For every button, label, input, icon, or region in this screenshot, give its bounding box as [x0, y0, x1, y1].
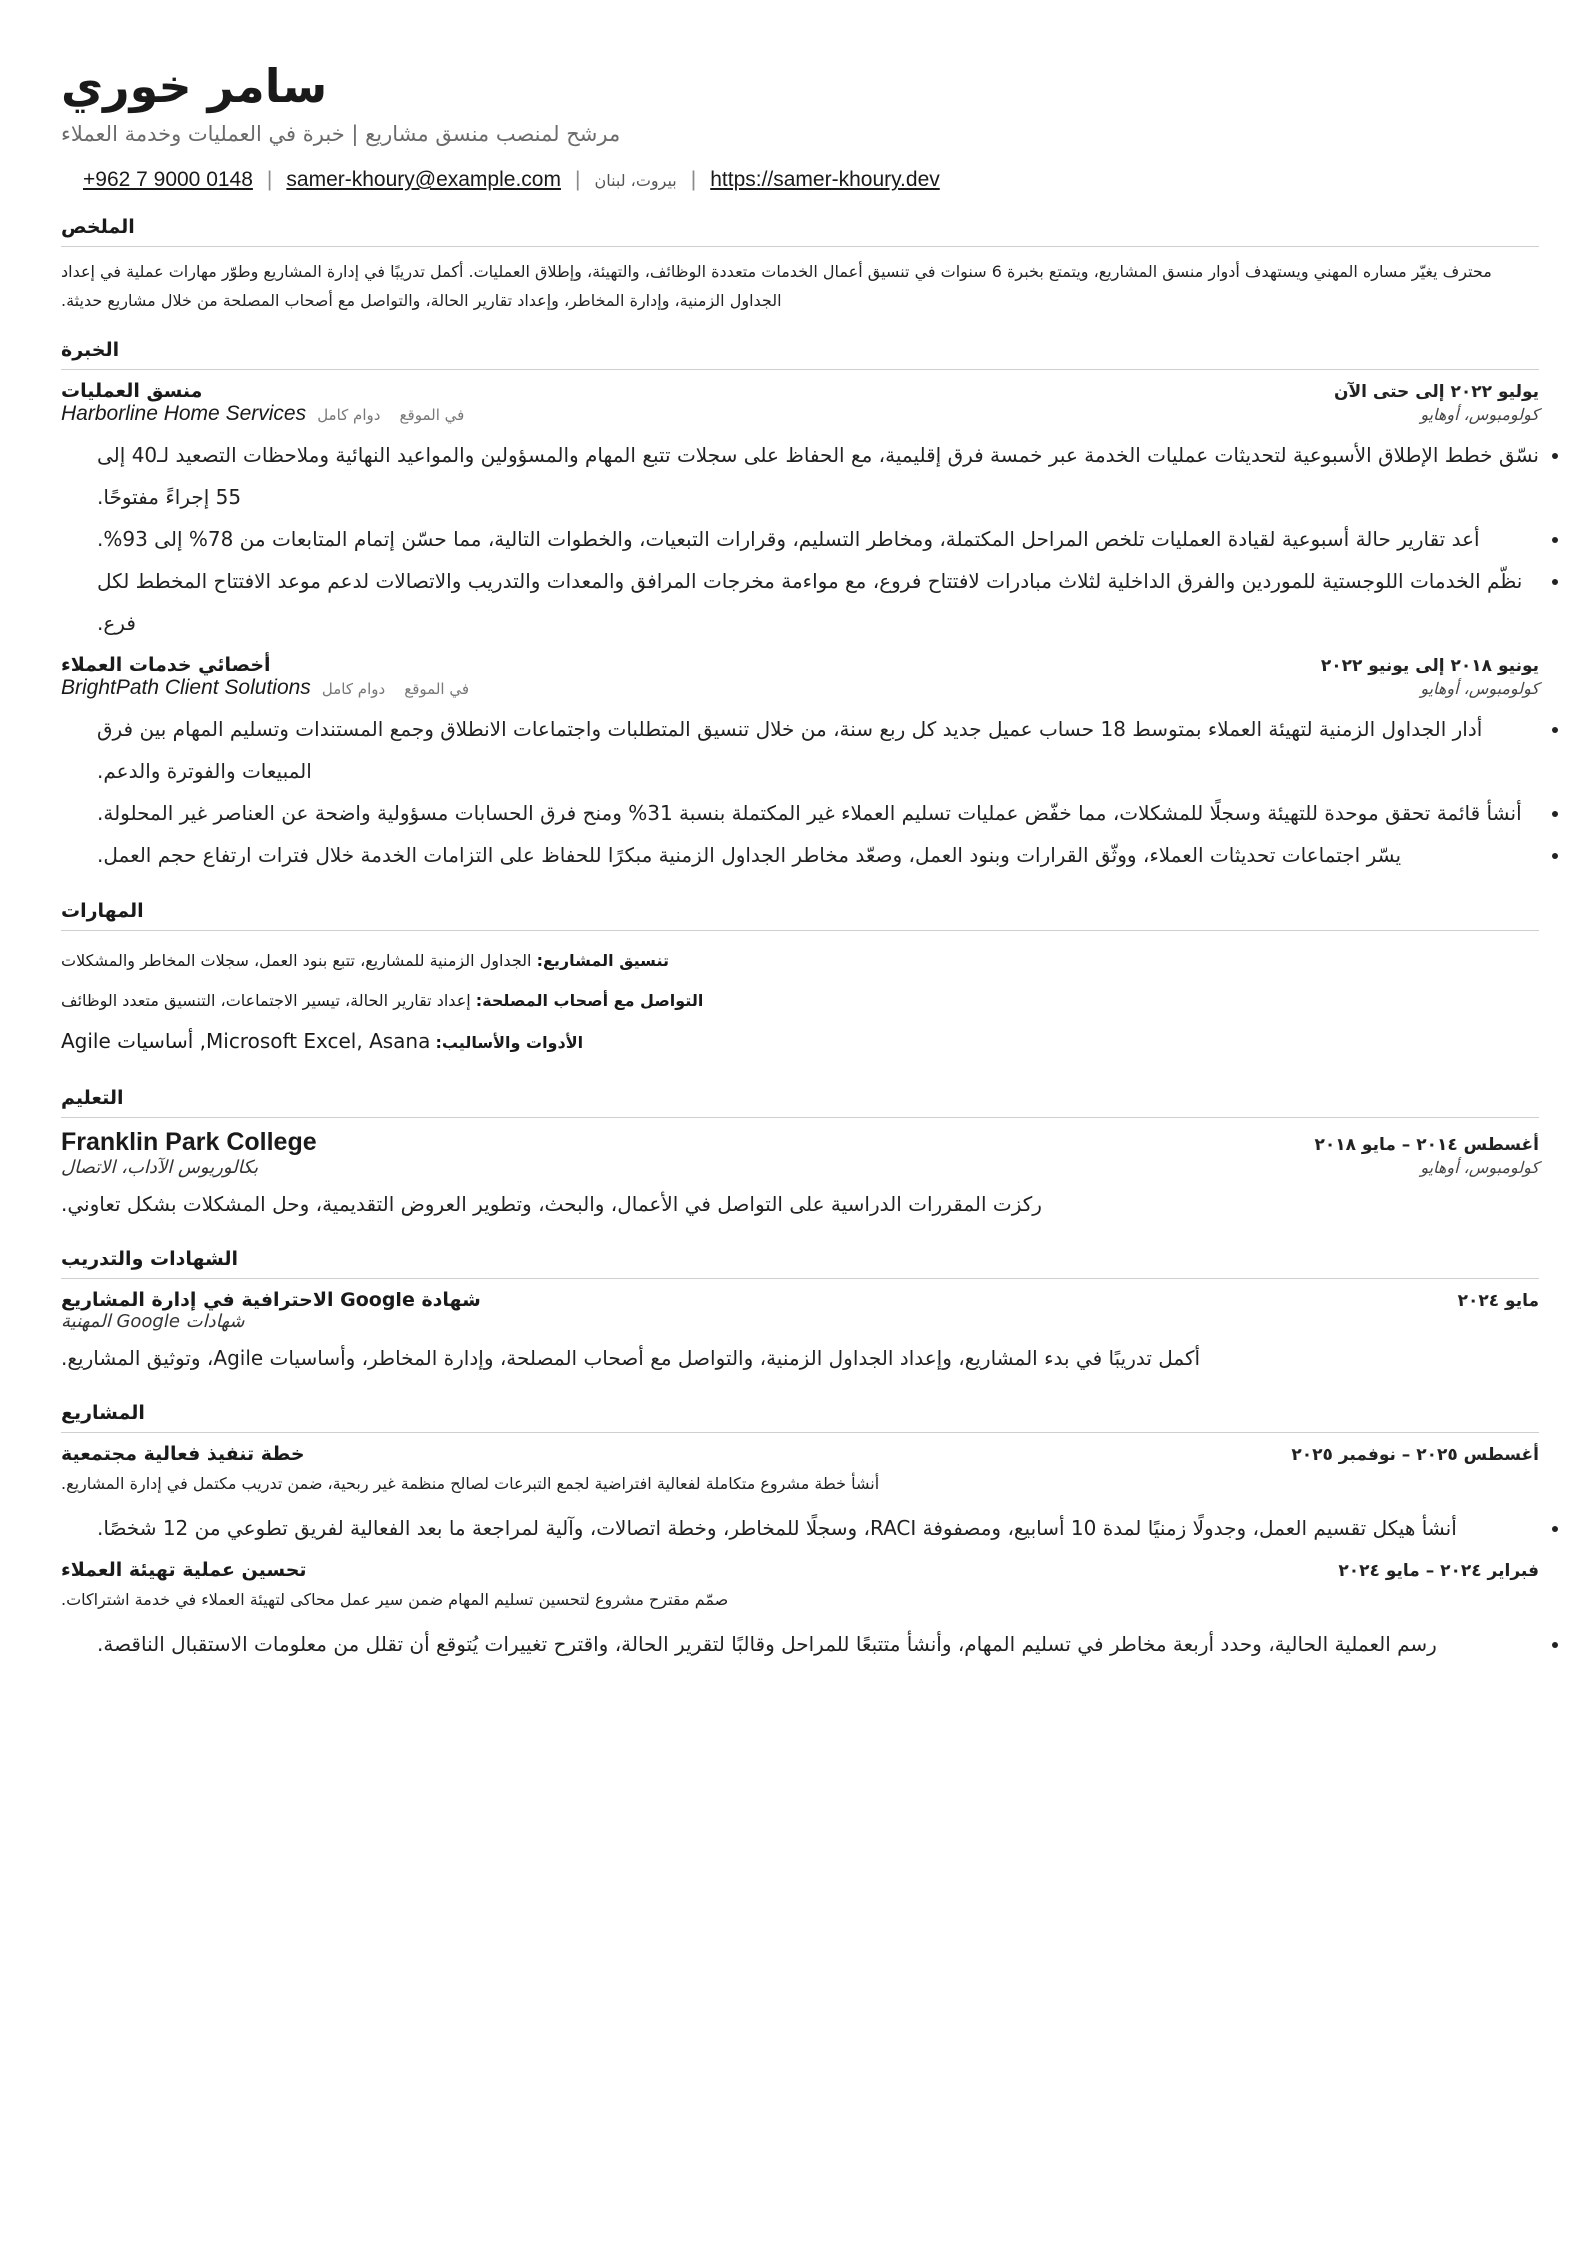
projects-section — [61, 1402, 1539, 1665]
project-bullet: • رسم العملية الحالية، وحدد أربعة مخاطر في تسليم المهام، وأنشأ متتبعًا للمراحل وقالبًا لتقرير الحالة، واقترح تغييرات يُتوقع أن تقلل من معلومات الاستقبال الناقصة. — [97, 1623, 1539, 1665]
project-name: تحسين عملية تهيئة العملاء — [61, 1559, 307, 1581]
job-mode: في الموقع — [404, 680, 470, 698]
contact-separator: | — [690, 168, 697, 191]
job-bullet: • نسّق خطط الإطلاق الأسبوعية لتحديثات عمليات الخدمة عبر خمسة فرق إقليمية، مع الحفاظ على سجلات تتبع المهام والمسؤولين والمواعيد النهائية وملاحظات التصعيد لـ40 إلى 55 إجراءً مفتوحًا. — [97, 434, 1539, 518]
project-bullets — [61, 1623, 1539, 1665]
certification-name: شهادة Google الاحترافية في إدارة المشاريع — [61, 1289, 481, 1311]
experience-section — [61, 339, 1539, 876]
education-section — [61, 1087, 1539, 1224]
summary-text: محترف يغيّر مساره المهني ويستهدف أدوار منسق المشاريع، ويتمتع بخبرة 6 سنوات في تنسيق أعمال الخدمات متعددة الوظائف، والتهيئة، وإطلاق العمليات. أكمل تدريبًا في إدارة المشاريع وطوّر مهارات عملية في إعداد الجداول الزمنية، وإدارة المخاطر، وإعداد تقارير الحالة، والتواصل مع أصحاب المصلحة من خلال مشاريع حديثة. — [61, 262, 1492, 310]
contact-bar — [61, 168, 1539, 192]
projects-heading: المشاريع — [61, 1402, 1539, 1433]
job-bullet: • أنشأ قائمة تحقق موحدة للتهيئة وسجلًا للمشكلات، مما خفّض عمليات تسليم العملاء غير المكتملة بنسبة 31% ومنح فرق الحسابات مسؤولية واضحة عن العناصر غير المحلولة. — [97, 792, 1539, 834]
certifications-section — [61, 1248, 1539, 1378]
job-entry — [61, 380, 1539, 644]
job-mode: في الموقع — [399, 406, 465, 424]
skill-line — [61, 981, 1539, 1021]
email-link[interactable]: samer-khoury@example.com — [286, 168, 561, 191]
certification-entry — [61, 1289, 1539, 1378]
project-summary: أنشأ خطة مشروع متكاملة لفعالية افتراضية لجمع التبرعات لصالح منظمة غير ربحية، ضمن تدريب مكتمل في إدارة المشاريع. — [61, 1474, 880, 1493]
job-bullets — [61, 708, 1539, 876]
contact-separator: | — [574, 168, 581, 191]
website-link[interactable]: https://samer-khoury.dev — [710, 168, 940, 191]
project-entry — [61, 1559, 1539, 1665]
job-bullet: • أدار الجداول الزمنية لتهيئة العملاء بمتوسط 18 حساب عميل جديد كل ربع سنة، من خلال تنسيق المتطلبات واجتماعات الانطلاق وجمع المستندات وتسليم المهام بين فرق المبيعات والفوترة والدعم. — [97, 708, 1539, 792]
phone-link[interactable]: +962 7 9000 0148 — [83, 168, 253, 191]
job-dates: يونيو ٢٠١٨ إلى يونيو ٢٠٢٢ — [1320, 656, 1539, 676]
certification-date: مايو ٢٠٢٤ — [1457, 1291, 1539, 1311]
project-dates: فبراير ٢٠٢٤ – مايو ٢٠٢٤ — [1338, 1561, 1539, 1581]
education-entry — [61, 1128, 1539, 1224]
certification-issuer: شهادات Google المهنية — [61, 1311, 245, 1332]
contact-separator: | — [266, 168, 273, 191]
project-summary: صمّم مقترح مشروع لتحسين تسليم المهام ضمن سير عمل محاكى لتهيئة العملاء في خدمة اشتراكات. — [61, 1590, 729, 1609]
job-type: دوام كامل — [321, 680, 386, 698]
education-description: ركزت المقررات الدراسية على التواصل في الأعمال، والبحث، وتطوير العروض التقديمية، وحل المشكلات بشكل تعاوني. — [61, 1192, 1042, 1216]
job-company: BrightPath Client Solutions — [61, 676, 311, 699]
location-text: بيروت، لبنان — [594, 170, 677, 190]
job-location: كولومبوس، أوهايو — [1420, 679, 1539, 698]
project-entry — [61, 1443, 1539, 1549]
job-company: Harborline Home Services — [61, 402, 307, 425]
candidate-name: سامر خوري — [61, 59, 328, 113]
resume-page — [61, 56, 1539, 1665]
project-dates: أغسطس ٢٠٢٥ – نوفمبر ٢٠٢٥ — [1291, 1445, 1539, 1465]
summary-section — [61, 216, 1539, 315]
job-role: منسق العمليات — [61, 380, 203, 402]
skill-label: الأدوات والأساليب: — [435, 1033, 584, 1052]
education-location: كولومبوس، أوهايو — [1420, 1158, 1539, 1177]
job-type: دوام كامل — [317, 406, 381, 424]
candidate-subtitle: مرشح لمنصب منسق مشاريع | خبرة في العمليات وخدمة العملاء — [61, 122, 621, 146]
certification-description: أكمل تدريبًا في بدء المشاريع، وإعداد الجداول الزمنية، والتواصل مع أصحاب المصلحة، وإدارة المخاطر، وأساسيات Agile، وتوثيق المشاريع. — [61, 1346, 1201, 1370]
skill-label: تنسيق المشاريع: — [536, 951, 669, 970]
degree-text: بكالوريوس الآداب، الاتصال — [61, 1157, 259, 1178]
job-location: كولومبوس، أوهايو — [1420, 405, 1539, 424]
skill-label: التواصل مع أصحاب المصلحة: — [475, 991, 704, 1010]
summary-heading: الملخص — [61, 216, 1539, 247]
job-dates: يوليو ٢٠٢٢ إلى حتى الآن — [1333, 382, 1539, 402]
skills-section — [61, 900, 1539, 1063]
project-bullet: • أنشأ هيكل تقسيم العمل، وجدولًا زمنيًا لمدة 10 أسابيع، ومصفوفة RACI، وسجلًا للمخاطر، وخطة اتصالات، وآلية لمراجعة ما بعد الفعالية لفريق تطوعي من 12 شخصًا. — [97, 1507, 1539, 1549]
skill-value: إعداد تقارير الحالة، تيسير الاجتماعات، التنسيق متعدد الوظائف — [61, 991, 471, 1010]
education-dates: أغسطس ٢٠١٤ – مايو ٢٠١٨ — [1314, 1135, 1539, 1155]
project-name: خطة تنفيذ فعالية مجتمعية — [61, 1443, 305, 1465]
skill-line — [61, 1021, 1539, 1063]
school-name: Franklin Park College — [61, 1128, 317, 1156]
certifications-heading: الشهادات والتدريب — [61, 1248, 1539, 1279]
skill-line — [61, 941, 1539, 981]
project-bullets — [61, 1507, 1539, 1549]
education-heading: التعليم — [61, 1087, 1539, 1118]
job-entry — [61, 654, 1539, 876]
job-bullet: • يسّر اجتماعات تحديثات العملاء، ووثّق القرارات وبنود العمل، وصعّد مخاطر الجداول الزمنية مبكرًا للحفاظ على التزامات الخدمة خلال فترات ارتفاع حجم العمل. — [97, 834, 1539, 876]
skills-heading: المهارات — [61, 900, 1539, 931]
job-role: أخصائي خدمات العملاء — [61, 654, 271, 676]
job-bullets — [61, 434, 1539, 644]
skill-value: Microsoft Excel, Asana, أساسيات Agile — [61, 1029, 431, 1053]
job-bullet: • أعد تقارير حالة أسبوعية لقيادة العمليات تلخص المراحل المكتملة، ومخاطر التسليم، وقرارات التبعيات، والخطوات التالية، مما حسّن إتمام المتابعات من 78% إلى 93%. — [97, 518, 1539, 560]
experience-heading: الخبرة — [61, 339, 1539, 370]
skill-value: الجداول الزمنية للمشاريع، تتبع بنود العمل، سجلات المخاطر والمشكلات — [61, 951, 532, 970]
job-bullet: • نظّم الخدمات اللوجستية للموردين والفرق الداخلية لثلاث مبادرات لافتتاح فروع، مع مواءمة مخرجات المرافق والمعدات والتدريب والاتصالات لدعم موعد الافتتاح المخطط لكل فرع. — [97, 560, 1539, 644]
